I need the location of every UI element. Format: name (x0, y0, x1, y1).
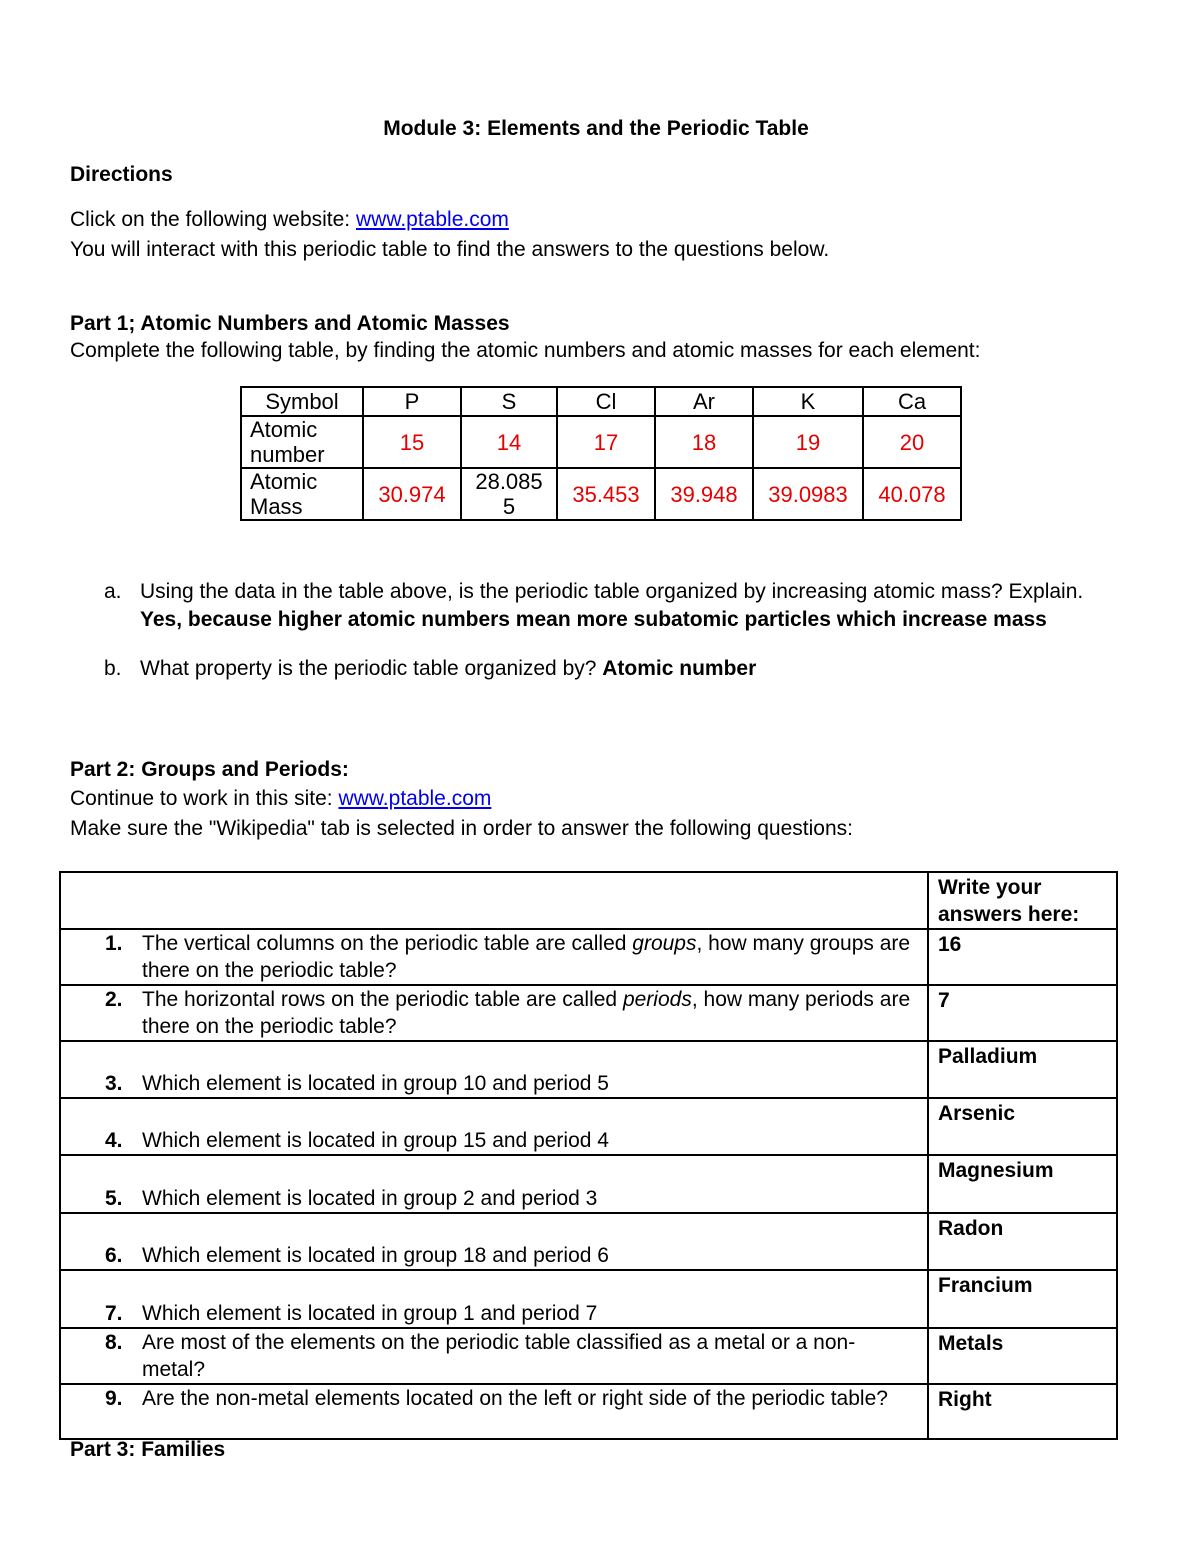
groups-periods-table (59, 871, 1118, 1440)
atomic-number-cell: 20 (863, 416, 961, 468)
part1-heading: Part 1; Atomic Numbers and Atomic Masses (70, 312, 510, 335)
question-text: , how many groups are there on the periodic table? (142, 932, 911, 982)
table-row (60, 1270, 1117, 1328)
part2-heading: Part 2: Groups and Periods: (70, 758, 349, 781)
question-text: Which element is located in group 2 and period 3 (142, 1187, 598, 1210)
symbol-cell: Ar (655, 387, 753, 416)
symbol-row (241, 387, 961, 416)
continue-text: Continue to work in this site: (70, 787, 339, 810)
table-row (60, 1213, 1117, 1270)
question-a (104, 578, 1124, 634)
symbol-label: Symbol (241, 387, 363, 416)
question-italic-term: groups (632, 932, 697, 955)
question-text: The vertical columns on the periodic table are called (142, 932, 633, 955)
part1-questions (104, 578, 1124, 704)
table-header-row (60, 872, 1117, 929)
directions-click-line (70, 205, 509, 234)
part2-wiki-text: Make sure the "Wikipedia" tab is selected in order to answer the following questions: (70, 817, 853, 840)
question-number: 6. (105, 1244, 123, 1267)
atomic-number-label: Atomic number (241, 416, 363, 468)
question-text: Are the non-metal elements located on the left or right side of the periodic table? (142, 1387, 888, 1410)
answer-cell: Palladium (928, 1041, 1117, 1098)
symbol-cell: Cl (557, 387, 655, 416)
answer-cell: Arsenic (928, 1098, 1117, 1155)
question-text: Which element is located in group 18 and period 6 (142, 1244, 609, 1267)
question-number: 4. (105, 1129, 123, 1152)
question-b (104, 655, 1124, 683)
part2-continue-line (70, 784, 491, 813)
atomic-number-row (241, 416, 961, 468)
symbol-cell: S (461, 387, 557, 416)
question-number: 8. (105, 1331, 123, 1354)
atomic-mass-cell: 39.948 (655, 468, 753, 520)
question-text: Which element is located in group 1 and period 7 (142, 1302, 598, 1325)
question-text: The horizontal rows on the periodic table are called (142, 988, 623, 1011)
answer-cell: Magnesium (928, 1155, 1117, 1213)
table-row (60, 929, 1117, 985)
answer-cell: Radon (928, 1213, 1117, 1270)
atomic-mass-cell: 35.453 (557, 468, 655, 520)
table-row (60, 985, 1117, 1041)
symbol-cell: P (363, 387, 461, 416)
question-text: Which element is located in group 15 and period 4 (142, 1129, 609, 1152)
question-number: 1. (105, 932, 123, 955)
ptable-link[interactable]: www.ptable.com (355, 208, 509, 231)
answer-cell: 7 (928, 985, 1117, 1041)
question-number: 3. (105, 1072, 123, 1095)
question-text: What property is the periodic table organized by? (140, 657, 603, 680)
atomic-number-cell: 19 (753, 416, 863, 468)
answer-cell: 16 (928, 929, 1117, 985)
page-title: Module 3: Elements and the Periodic Table (383, 117, 809, 140)
atomic-number-cell: 14 (461, 416, 557, 468)
atomic-mass-label: Atomic Mass (241, 468, 363, 520)
atomic-mass-cell: 28.0855 (461, 468, 557, 520)
question-italic-term: periods (622, 988, 692, 1011)
question-number: 5. (105, 1187, 123, 1210)
atomic-data-table (240, 386, 962, 521)
atomic-number-cell: 17 (557, 416, 655, 468)
question-text: Using the data in the table above, is the periodic table organized by increasing atomic mass? Explain. (140, 580, 1084, 603)
table-row (60, 1098, 1117, 1155)
ptable-link[interactable]: www.ptable.com (338, 787, 492, 810)
directions-heading: Directions (70, 163, 173, 186)
table-row (60, 1328, 1117, 1384)
part3-heading: Part 3: Families (70, 1438, 226, 1461)
atomic-number-cell: 18 (655, 416, 753, 468)
question-number: 7. (105, 1302, 123, 1325)
question-text: Which element is located in group 10 and period 5 (142, 1072, 609, 1095)
atomic-mass-row (241, 468, 961, 520)
answer-cell: Metals (928, 1328, 1117, 1384)
atomic-mass-cell: 39.0983 (753, 468, 863, 520)
atomic-mass-cell: 30.974 (363, 468, 461, 520)
question-number: 2. (105, 988, 123, 1011)
symbol-cell: K (753, 387, 863, 416)
symbol-cell: Ca (863, 387, 961, 416)
answers-header: Write your answers here: (928, 872, 1117, 929)
question-label: a. (104, 580, 122, 603)
directions-interact-text: You will interact with this periodic table to find the answers to the questions below. (70, 238, 830, 261)
table-row (60, 1384, 1117, 1439)
question-label: b. (104, 657, 122, 680)
table-row (60, 1041, 1117, 1098)
atomic-number-cell: 15 (363, 416, 461, 468)
part1-instructions: Complete the following table, by finding the atomic numbers and atomic masses for each element: (70, 339, 981, 362)
click-text: Click on the following website: (70, 208, 356, 231)
answer-cell: Right (928, 1384, 1117, 1439)
question-text: Are most of the elements on the periodic table classified as a metal or a non-metal? (142, 1331, 856, 1381)
table-row (60, 1155, 1117, 1213)
question-number: 9. (105, 1387, 123, 1410)
answer-cell: Francium (928, 1270, 1117, 1328)
answer-text: Yes, because higher atomic numbers mean more subatomic particles which increase mass (140, 608, 1047, 631)
question-text: , how many periods are there on the periodic table? (142, 988, 911, 1038)
answer-text: Atomic number (602, 657, 757, 680)
atomic-mass-cell: 40.078 (863, 468, 961, 520)
